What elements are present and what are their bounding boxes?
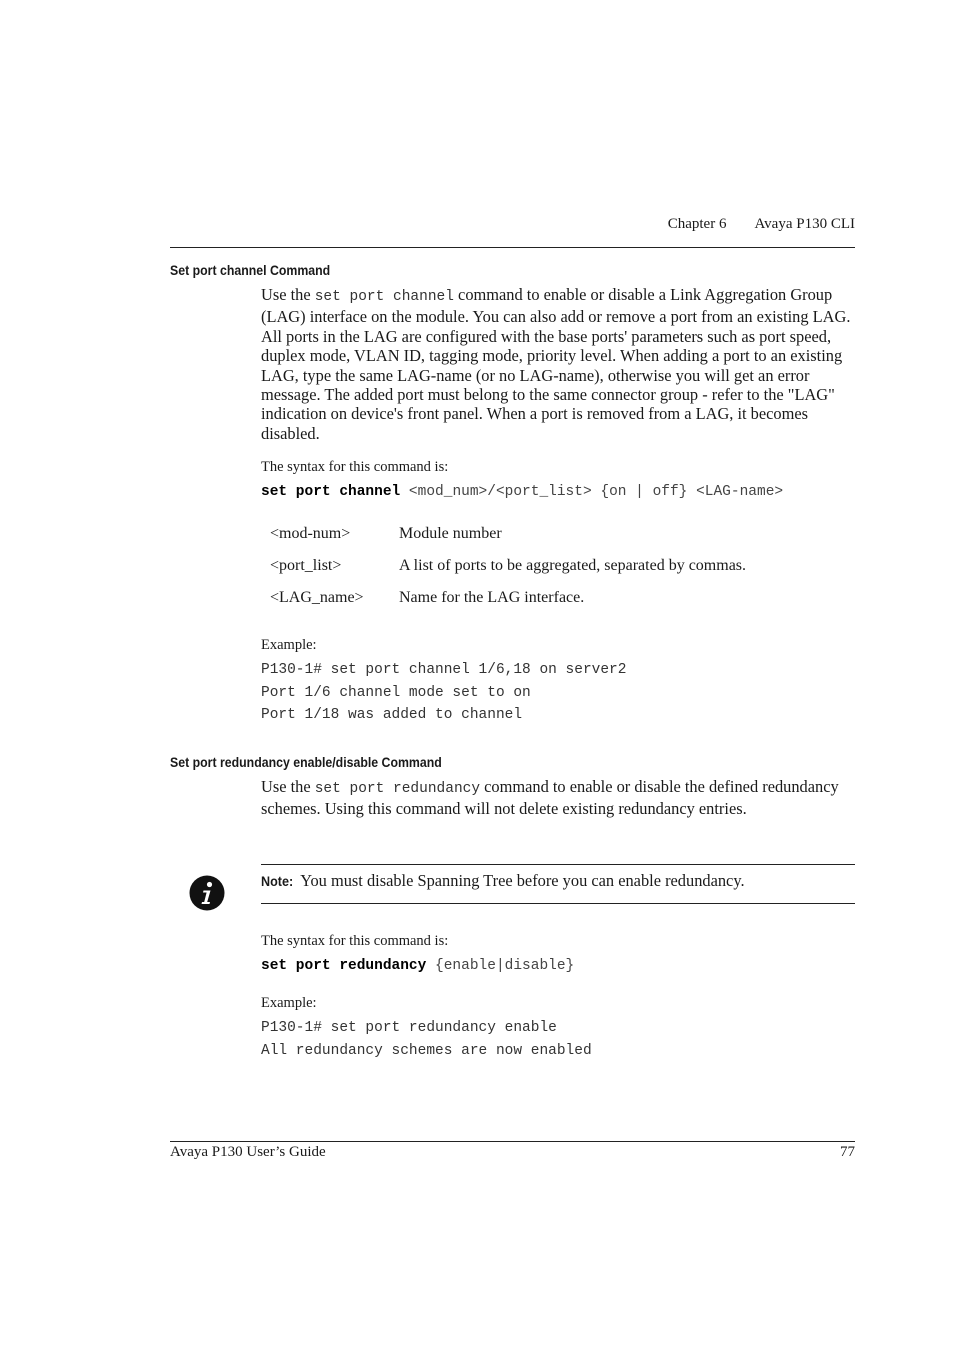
example-label: Example: — [261, 637, 317, 653]
note-box — [261, 871, 855, 891]
syntax-label: The syntax for this command is: — [261, 933, 449, 949]
inline-command: set port redundancy — [314, 781, 481, 797]
example-label: Example: — [261, 995, 317, 1011]
syntax-command: set port channel — [261, 484, 401, 500]
example-code — [261, 659, 626, 727]
code-line: P130-1# set port channel 1/6,18 on server2 — [261, 662, 627, 678]
note-top-rule — [261, 864, 855, 865]
syntax-command: set port redundancy — [261, 958, 427, 974]
example-code — [261, 1017, 592, 1062]
table-row — [270, 589, 746, 621]
table-row — [270, 525, 746, 557]
chapter-title: Avaya P130 CLI — [754, 216, 855, 232]
footer-guide-title: Avaya P130 User’s Guide — [170, 1144, 326, 1160]
syntax-args: {enable|disable} — [426, 958, 575, 974]
table-row — [270, 557, 746, 589]
code-line: All redundancy schemes are now enabled — [261, 1042, 592, 1059]
chapter-number: Chapter 6 — [667, 216, 727, 232]
param-name: <mod-num> — [270, 525, 351, 542]
page-number: 77 — [840, 1144, 855, 1160]
parameter-table — [270, 525, 746, 621]
port-channel-description: Use the set port channel command to enable or disable a Link Aggregation Group (LAG) interface on the module. You can also add or remove a port from an existing LAG. All ports in the LAG are configured with the base ports' parameters such as port speed, duplex mode, VLAN ID, tagging mode, priority level. When adding a port to an existing LAG, type the same LAG-name (or no LAG-name), otherwise you will get an error message. The added port must belong to the same connector group - refer to the "LAG" indication on device's front panel. When a port is removed from a LAG, it becomes disabled. — [261, 285, 851, 443]
code-line: Port 1/18 was added to channel — [261, 707, 523, 723]
param-name: <port_list> — [270, 557, 342, 574]
code-line: Port 1/6 channel mode set to on — [261, 684, 531, 701]
syntax-args: <mod_num>/<port_list> {on | off} <LAG-name> — [400, 484, 784, 500]
footer-rule — [170, 1141, 855, 1142]
header-rule — [170, 247, 855, 248]
section-heading-port-redundancy: Set port redundancy enable/disable Command — [170, 754, 442, 770]
param-name: <LAG_name> — [270, 589, 364, 606]
note-bottom-rule — [261, 903, 855, 904]
inline-command: set port channel — [314, 289, 454, 305]
param-desc: Module number — [399, 525, 502, 542]
syntax-line — [261, 958, 574, 974]
param-desc: Name for the LAG interface. — [399, 589, 585, 606]
info-icon — [189, 875, 225, 911]
running-header — [640, 216, 855, 233]
syntax-line — [261, 484, 783, 500]
note-label: Note: — [261, 873, 294, 889]
param-desc: A list of ports to be aggregated, separated by commas. — [399, 557, 747, 574]
syntax-label: The syntax for this command is: — [261, 459, 449, 475]
port-redundancy-description: Use the set port redundancy command to enable or disable the defined redundancy schemes. Using this command will not delete existing redundancy entries. — [261, 777, 839, 819]
note-text: You must disable Spanning Tree before you can enable redundancy. — [300, 871, 745, 890]
section-heading-port-channel: Set port channel Command — [170, 262, 331, 278]
code-line: P130-1# set port redundancy enable — [261, 1020, 557, 1036]
